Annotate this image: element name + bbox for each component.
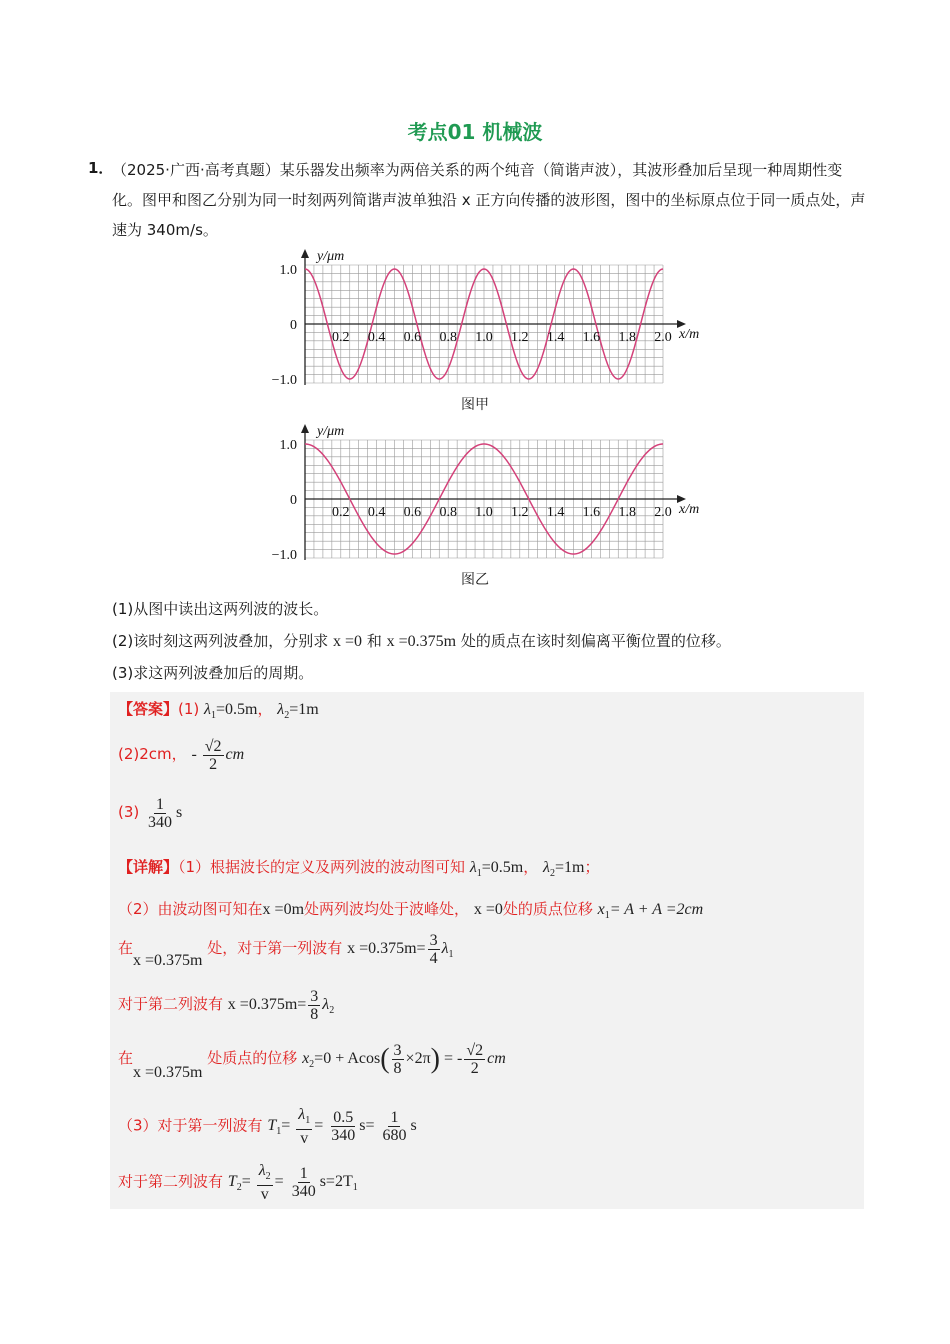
detail-5: 在x =0.375m 处质点的位移 $x_2=0 + Acos$( $\frac{3}{8}$ ×2π) = - $\frac{√2}{2}$ cm xyxy=(118,1042,506,1082)
figure-jia-caption: 图甲 xyxy=(461,397,489,413)
x-tick-label: 1.6 xyxy=(582,505,601,520)
detail-4: 对于第二列波有 x =0.375m= $\frac{3}{8}$ $\lambda_2$ xyxy=(118,988,335,1023)
page-title: 考点01 机械波 xyxy=(407,120,543,144)
figure-jia-chart xyxy=(262,248,702,388)
detail-2: （2）由波动图可知在x =0m处两列波均处于波峰处， x =0处的质点位移 $x_1= A + A =2cm$ xyxy=(118,900,704,922)
y-axis-arrow xyxy=(301,249,309,258)
figure-yi-chart xyxy=(262,423,702,563)
x-axis-label: x/m xyxy=(679,502,700,517)
x-tick-label: 1.8 xyxy=(618,330,636,345)
x-tick-label: 0.2 xyxy=(332,505,350,520)
x-tick-label: 1.4 xyxy=(546,505,565,520)
detail-1: 【详解】（1）根据波长的定义及两列波的波动图可知 $\lambda_1=0.5m$， $\lambda_2=1m$； xyxy=(118,858,600,880)
x-axis-label: x/m xyxy=(679,327,700,342)
y-tick-label: 0 xyxy=(290,318,297,333)
y-tick-label: 1.0 xyxy=(279,438,297,453)
answer-3: (3) $\frac{1}{340}$ s xyxy=(118,796,183,831)
y-axis-label: y/μm xyxy=(317,424,345,439)
answer-2: (2)2cm， - $\frac{√2}{2}$ cm xyxy=(118,738,245,773)
x-tick-label: 0.2 xyxy=(332,330,350,345)
figure-yi-caption: 图乙 xyxy=(461,572,489,588)
x-tick-label: 1.2 xyxy=(511,330,529,345)
y-tick-label: 0 xyxy=(290,493,297,508)
detail-6: （3）对于第一列波有 $T_1=$ $\frac{\lambda_1}{v}$ = $\frac{0.5}{340}$ s= $\frac{1}{680}$ s xyxy=(118,1106,417,1148)
y-axis-arrow xyxy=(301,424,309,433)
x-tick-label: 0.6 xyxy=(403,330,422,345)
answer-1: 【答案】(1) $\lambda_1=0.5m$， $\lambda_2=1m$ xyxy=(118,700,319,722)
x-tick-label: 0.4 xyxy=(367,330,386,345)
x-tick-label: 2.0 xyxy=(654,505,672,520)
x-tick-label: 1.4 xyxy=(546,330,565,345)
answer-box xyxy=(110,692,864,1209)
x-tick-label: 0.8 xyxy=(439,330,457,345)
x-tick-label: 1.6 xyxy=(582,330,601,345)
question-text: （2025·广西·高考真题）某乐器发出频率为两倍关系的两个纯音（简谐声波），其波形叠加后呈现一种周期性变化。图甲和图乙分别为同一时刻两列简谐声波单独沿 x 正方向传播的波形图，图中的坐标原点位于同一质点处，声速为 340m/s。 xyxy=(112,161,866,239)
x-tick-label: 1.2 xyxy=(511,505,529,520)
detail-3: 在x =0.375m 处，对于第一列波有 x =0.375m= $\frac{3}{4}$ $\lambda_1$ xyxy=(118,932,454,970)
subquestion-3: (3)求这两列波叠加后的周期。 xyxy=(112,664,314,682)
x-tick-label: 1.8 xyxy=(618,505,636,520)
subquestion-1: (1)从图中读出这两列波的波长。 xyxy=(112,600,329,618)
x-tick-label: 2.0 xyxy=(654,330,672,345)
y-tick-label: −1.0 xyxy=(271,373,297,388)
x-tick-label: 0.4 xyxy=(367,505,386,520)
x-tick-label: 1.0 xyxy=(475,505,493,520)
detail-7: 对于第二列波有 $T_2=$ $\frac{\lambda_2}{v}$ = $\frac{1}{340}$ $s=2T_1$ xyxy=(118,1162,358,1204)
y-tick-label: −1.0 xyxy=(271,548,297,563)
x-tick-label: 1.0 xyxy=(475,330,493,345)
x-tick-label: 0.6 xyxy=(403,505,422,520)
subquestion-2: (2)该时刻这两列波叠加，分别求 x =0 和 x =0.375m 处的质点在该时刻偏离平衡位置的位移。 xyxy=(112,632,731,650)
x-tick-label: 0.8 xyxy=(439,505,457,520)
question-number: 1． xyxy=(88,159,114,177)
y-tick-label: 1.0 xyxy=(279,263,297,278)
y-axis-label: y/μm xyxy=(317,249,345,264)
